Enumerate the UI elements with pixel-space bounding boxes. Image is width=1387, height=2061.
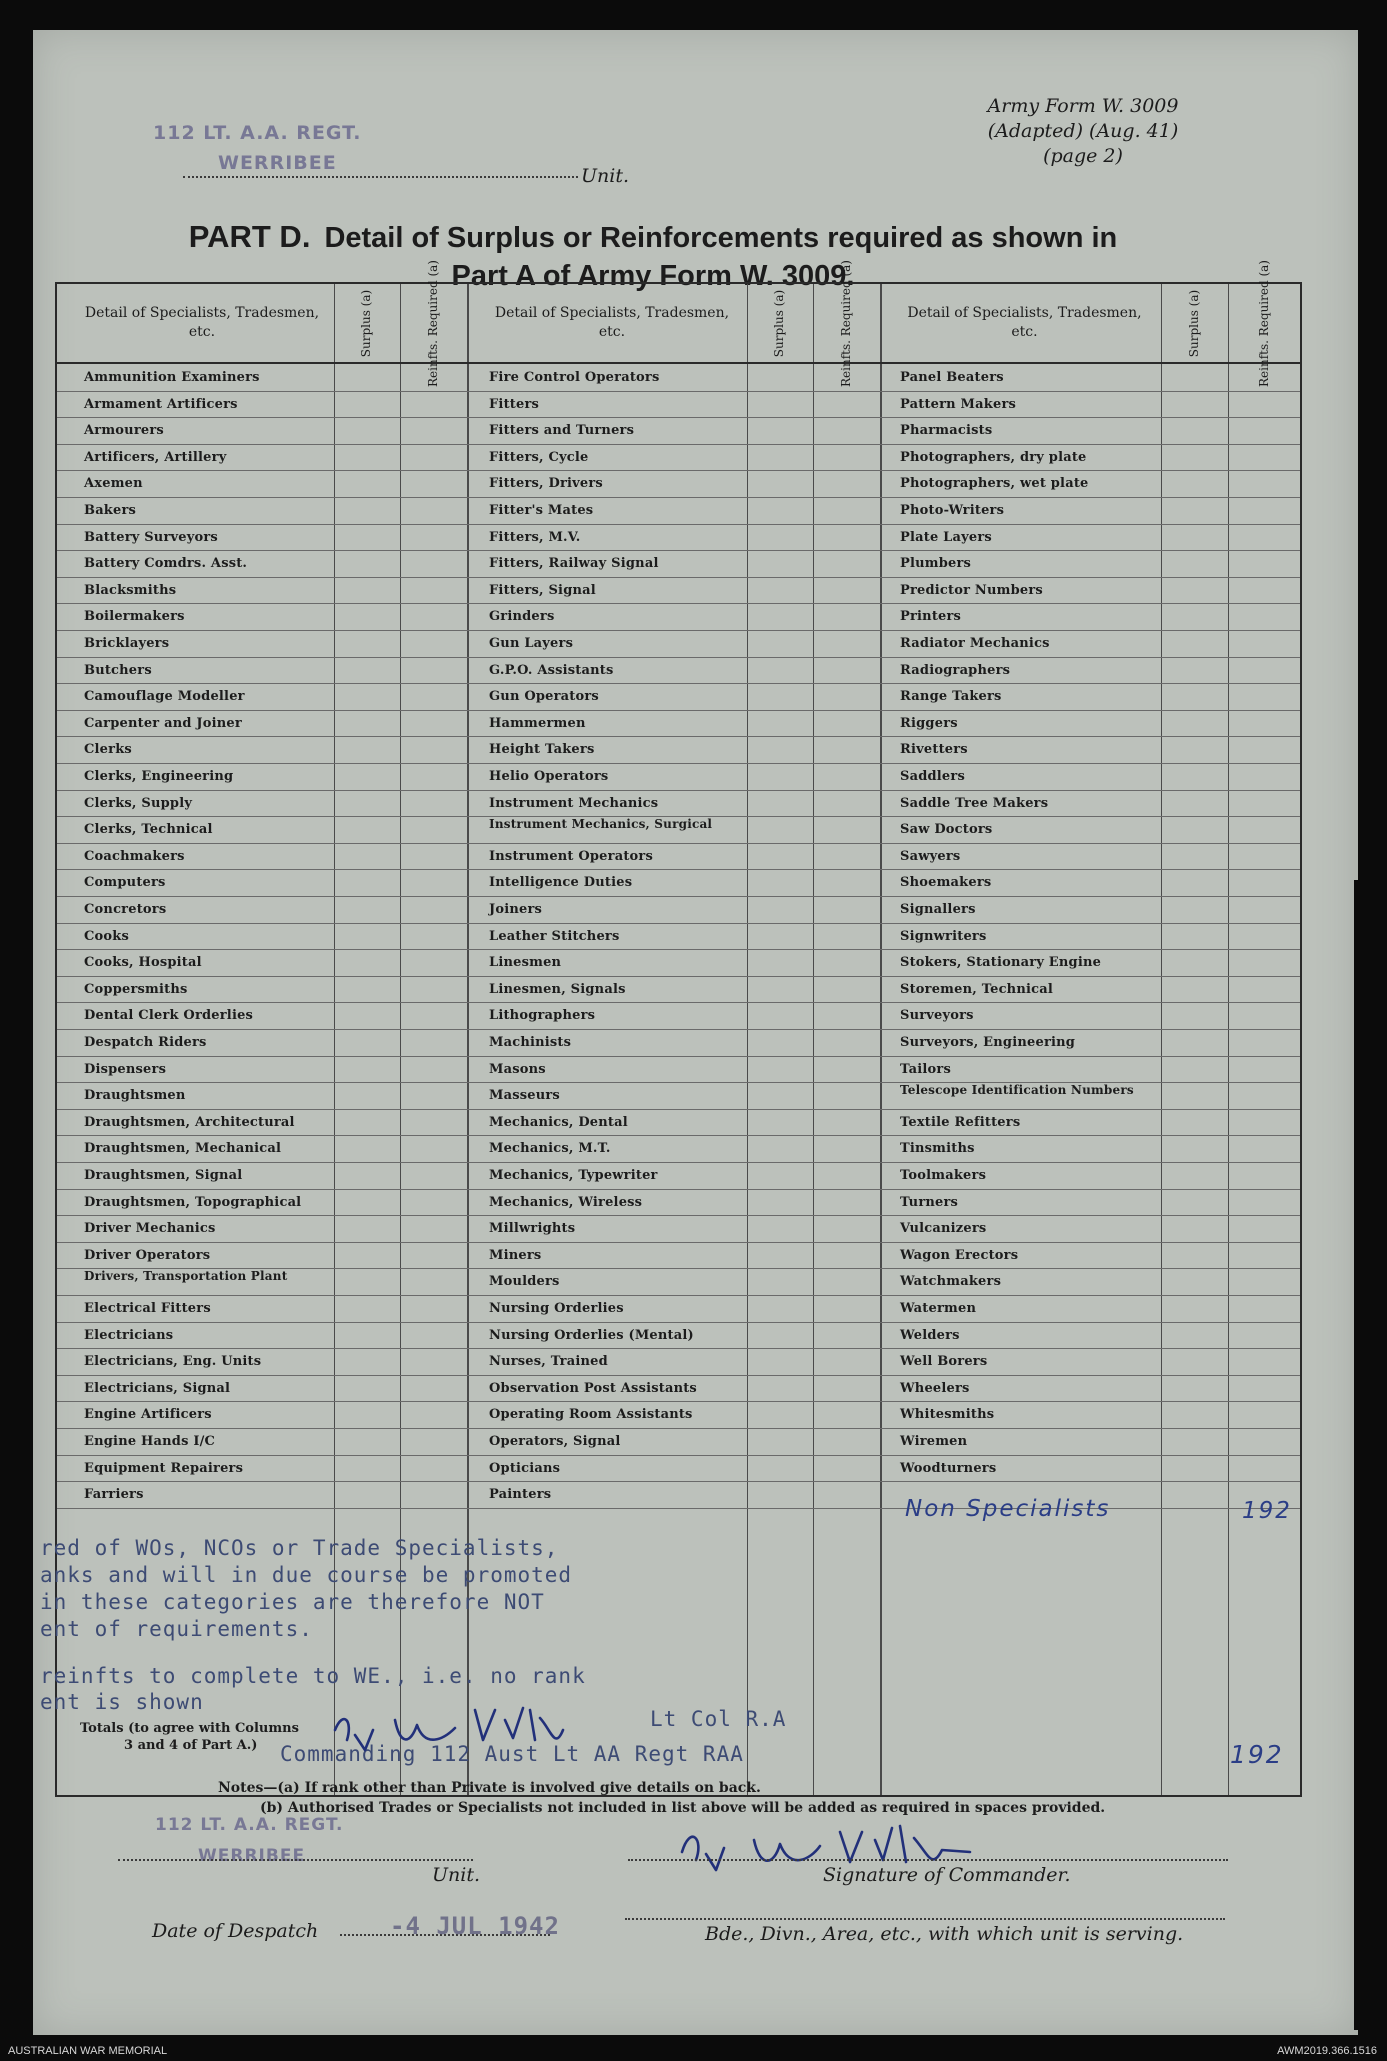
specialist-item: Instrument Mechanics, Surgical	[489, 817, 713, 832]
row-rule	[57, 550, 1300, 551]
specialist-item: Toolmakers	[900, 1168, 987, 1183]
row-rule	[57, 1295, 1300, 1296]
form-id-line3: (page 2)	[1043, 145, 1123, 167]
typed-remark-line: in these categories are therefore NOT	[40, 1590, 545, 1614]
row-rule	[57, 1508, 1300, 1509]
specialist-item: G.P.O. Assistants	[489, 662, 614, 678]
specialist-item: Grinders	[489, 609, 555, 625]
specialist-item: Machinists	[489, 1035, 572, 1050]
row-rule	[57, 603, 1300, 604]
specialist-item: Butchers	[84, 662, 152, 678]
row-rule	[57, 1029, 1300, 1030]
specialist-item: Wheelers	[900, 1380, 970, 1396]
header-detail-2: Detail of Specialists, Tradesmen, etc.	[494, 305, 730, 340]
specialist-item: Radiographers	[900, 662, 1011, 678]
unit-stamp-bottom-line1: 112 LT. A.A. REGT.	[155, 1815, 344, 1835]
specialist-item: Camouflage Modeller	[84, 689, 245, 705]
unit-label: Unit.	[581, 165, 630, 187]
specialist-item: Mechanics, M.T.	[489, 1141, 611, 1157]
row-rule	[57, 1428, 1300, 1429]
specialist-item: Helio Operators	[489, 769, 609, 784]
specialist-item: Clerks, Technical	[84, 822, 213, 838]
bde-label: Bde., Divn., Area, etc., with which unit is serving.	[705, 1923, 1184, 1945]
specialist-item: Electrical Fitters	[84, 1301, 211, 1316]
row-rule	[57, 763, 1300, 764]
specialist-item: Engine Hands I/C	[84, 1434, 216, 1449]
typed-remark-line: ent is shown	[40, 1690, 204, 1714]
torn-edge	[1354, 880, 1362, 2030]
specialist-item: Millwrights	[489, 1221, 576, 1237]
specialist-item: Tailors	[900, 1061, 951, 1077]
specialist-item: Printers	[900, 609, 962, 625]
specialist-item: Drivers, Transportation Plant	[84, 1269, 288, 1284]
specialist-item: Tinsmiths	[900, 1141, 975, 1157]
header-rule	[57, 362, 1300, 364]
row-rule	[57, 1348, 1300, 1349]
specialist-item: Saw Doctors	[900, 822, 993, 838]
row-rule	[57, 1401, 1300, 1402]
despatch-label: Date of Despatch	[152, 1920, 319, 1942]
specialist-item: Well Borers	[900, 1354, 988, 1370]
specialist-item: Operators, Signal	[489, 1434, 621, 1449]
specialist-item: Opticians	[489, 1460, 561, 1476]
specialist-item: Mechanics, Wireless	[489, 1194, 643, 1210]
specialist-item: Draughtsmen, Signal	[84, 1168, 243, 1183]
specialist-item: Bricklayers	[84, 636, 170, 651]
unit-dotted-line-bottom	[118, 1849, 473, 1861]
specialist-item: Gun Operators	[489, 689, 599, 705]
specialist-item: Photographers, wet plate	[900, 476, 1089, 492]
specialist-item: Dental Clerk Orderlies	[84, 1008, 254, 1024]
specialist-item: Panel Beaters	[900, 370, 1004, 385]
specialist-item: Rivetters	[900, 742, 968, 758]
header-detail-1: Detail of Specialists, Tradesmen, etc.	[84, 305, 320, 340]
form-identifier	[968, 94, 1198, 169]
specialist-item: Masseurs	[489, 1088, 560, 1104]
specialist-item: Fire Control Operators	[489, 370, 660, 385]
specialist-item: Plate Layers	[900, 529, 992, 545]
archive-credit: AUSTRALIAN WAR MEMORIAL	[8, 2045, 168, 2057]
specialist-item: Sawyers	[900, 848, 961, 864]
bde-dotted-line	[625, 1908, 1225, 1920]
specialist-item: Miners	[489, 1247, 542, 1263]
specialist-item: Stokers, Stationary Engine	[900, 955, 1102, 971]
specialist-item: Fitter's Mates	[489, 503, 594, 518]
specialist-item: Driver Operators	[84, 1247, 211, 1263]
specialist-item: Draughtsmen, Topographical	[84, 1194, 302, 1210]
handwritten-entry-value: 192	[1242, 1498, 1292, 1524]
specialist-item: Concretors	[84, 902, 167, 917]
specialist-item: Fitters, Cycle	[489, 449, 589, 465]
specialist-item: Blacksmiths	[84, 582, 177, 598]
typed-remark-line: anks and will in due course be promoted	[40, 1563, 573, 1587]
specialist-item: Lithographers	[489, 1008, 596, 1024]
specialist-item: Woodturners	[900, 1460, 997, 1476]
specialist-item: Nursing Orderlies (Mental)	[489, 1327, 694, 1343]
specialist-item: Boilermakers	[84, 609, 185, 625]
specialist-item: Welders	[900, 1327, 960, 1343]
specialist-item: Riggers	[900, 715, 958, 731]
specialist-item: Fitters and Turners	[489, 423, 635, 439]
specialist-item: Mechanics, Dental	[489, 1114, 628, 1130]
specialist-item: Intelligence Duties	[489, 875, 633, 891]
row-rule	[57, 444, 1300, 445]
row-rule	[57, 497, 1300, 498]
specialist-item: Wiremen	[900, 1434, 968, 1449]
row-rule	[57, 1322, 1300, 1323]
specialist-item: Equipment Repairers	[84, 1460, 244, 1476]
specialist-item: Fitters, Signal	[489, 582, 596, 598]
specialist-item: Clerks, Engineering	[84, 769, 234, 784]
row-rule	[57, 630, 1300, 631]
specialist-item: Fitters, Drivers	[489, 476, 603, 492]
specialist-item: Nursing Orderlies	[489, 1301, 624, 1316]
specialist-item: Draughtsmen, Architectural	[84, 1114, 295, 1130]
specialist-item: Draughtsmen, Mechanical	[84, 1141, 282, 1157]
specialist-item: Driver Mechanics	[84, 1221, 216, 1237]
specialist-item: Predictor Numbers	[900, 582, 1043, 598]
specialist-item: Coachmakers	[84, 848, 185, 864]
handwritten-entry-label: Non Specialists	[905, 1496, 1111, 1522]
specialist-item: Bakers	[84, 503, 137, 518]
specialist-item: Signwriters	[900, 928, 987, 944]
title-line1: Detail of Surplus or Reinforcements required as shown in	[324, 222, 1118, 254]
specialist-item: Coppersmiths	[84, 981, 188, 997]
specialist-item: Turners	[900, 1194, 959, 1210]
row-rule	[57, 1189, 1300, 1190]
specialist-item: Operating Room Assistants	[489, 1407, 693, 1423]
specialist-item: Plumbers	[900, 556, 972, 572]
specialist-item: Draughtsmen	[84, 1088, 186, 1104]
despatch-date-stamp: -4 JUL 1942	[390, 1912, 560, 1940]
row-rule	[57, 657, 1300, 658]
form-id-line1: Army Form W. 3009	[987, 95, 1179, 117]
column-rule	[813, 284, 814, 1795]
row-rule	[57, 843, 1300, 844]
specialist-item: Farriers	[84, 1487, 144, 1503]
specialist-item: Radiator Mechanics	[900, 636, 1050, 651]
specialist-item: Vulcanizers	[900, 1221, 987, 1237]
specialist-item: Electricians	[84, 1327, 174, 1343]
row-rule	[57, 1242, 1300, 1243]
specialist-item: Whitesmiths	[900, 1407, 995, 1423]
row-rule	[57, 577, 1300, 578]
specialist-item: Linesmen	[489, 955, 562, 971]
title-part: PART D.	[188, 219, 311, 254]
header-reinfts-2: Reinfts. Required (a)	[839, 259, 853, 387]
row-rule	[57, 896, 1300, 897]
typed-signature-command: Commanding 112 Aust Lt AA Regt RAA	[280, 1742, 744, 1766]
signature-dotted-line	[628, 1849, 1228, 1861]
specialist-item: Despatch Riders	[84, 1035, 207, 1050]
specialist-item: Instrument Mechanics	[489, 795, 659, 811]
specialist-item: Saddlers	[900, 769, 965, 784]
specialist-item: Nurses, Trained	[489, 1354, 608, 1370]
signature-label: Signature of Commander.	[823, 1864, 1071, 1886]
specialist-item: Instrument Operators	[489, 848, 653, 864]
row-rule	[57, 1002, 1300, 1003]
specialist-item: Surveyors, Engineering	[900, 1035, 1076, 1050]
specialist-item: Photo-Writers	[900, 503, 1005, 518]
specialist-item: Linesmen, Signals	[489, 981, 626, 997]
row-rule	[57, 976, 1300, 977]
header-surplus-3: Surplus (a)	[1187, 289, 1201, 357]
column-rule	[747, 284, 748, 1795]
unit-dotted-line	[183, 162, 578, 178]
specialist-item: Shoemakers	[900, 875, 992, 891]
specialist-item: Clerks, Supply	[84, 795, 193, 811]
column-rule	[1161, 284, 1162, 1795]
row-rule	[57, 790, 1300, 791]
specialist-item: Height Takers	[489, 742, 595, 758]
typed-signature-rank: Lt Col R.A	[650, 1707, 787, 1731]
specialist-item: Fitters	[489, 396, 540, 412]
specialist-item: Watchmakers	[900, 1274, 1002, 1290]
row-rule	[57, 470, 1300, 471]
unit-label-bottom: Unit.	[432, 1864, 481, 1886]
specialist-item: Electricians, Signal	[84, 1380, 231, 1396]
form-id-line2: (Adapted) (Aug. 41)	[987, 120, 1179, 142]
specialist-item: Electricians, Eng. Units	[84, 1354, 262, 1370]
specialist-item: Artificers, Artillery	[84, 449, 227, 465]
totals-label	[80, 1720, 299, 1754]
title-line2: Part A of Army Form W. 3009.	[451, 260, 855, 292]
specialist-item: Gun Layers	[489, 636, 574, 651]
row-rule	[57, 683, 1300, 684]
row-rule	[57, 869, 1300, 870]
specialist-item: Battery Comdrs. Asst.	[84, 556, 248, 572]
specialist-item: Range Takers	[900, 689, 1002, 705]
row-rule	[57, 1455, 1300, 1456]
row-rule	[57, 949, 1300, 950]
totals-label-line2: 3 and 4 of Part A.)	[124, 1738, 258, 1753]
header-reinfts-3: Reinfts. Required (a)	[1256, 259, 1271, 387]
header-detail-3: Detail of Specialists, Tradesmen, etc.	[907, 305, 1142, 340]
note-b: (b) Authorised Trades or Specialists not included in list above will be added as required in spaces provided.	[260, 1800, 1106, 1816]
row-rule	[57, 1109, 1300, 1110]
row-rule	[57, 736, 1300, 737]
specialist-item: Moulders	[489, 1274, 560, 1290]
specialist-item: Painters	[489, 1487, 552, 1503]
specialist-item: Pattern Makers	[900, 396, 1017, 412]
header-surplus-2: Surplus (a)	[772, 289, 787, 357]
specialist-item: Hammermen	[489, 715, 586, 731]
specialist-item: Computers	[84, 875, 166, 891]
totals-label-line1: Totals (to agree with Columns	[80, 1721, 299, 1736]
header-surplus-1: Surplus (a)	[359, 289, 374, 357]
specialist-item: Axemen	[84, 476, 143, 492]
specialist-item: Photographers, dry plate	[900, 449, 1087, 465]
specialist-item: Cooks	[84, 928, 130, 944]
specialist-item: Joiners	[489, 902, 543, 917]
specialist-item: Engine Artificers	[84, 1407, 212, 1423]
specialist-item: Surveyors	[900, 1008, 974, 1024]
row-rule	[57, 1375, 1300, 1376]
column-rule	[1228, 284, 1229, 1795]
row-rule	[57, 417, 1300, 418]
row-rule	[57, 391, 1300, 392]
typed-remark-line: red of WOs, NCOs or Trade Specialists,	[40, 1536, 559, 1560]
specialist-item: Textile Refitters	[900, 1114, 1021, 1130]
commander-signature-upper	[325, 1690, 725, 1770]
specialist-item: Signallers	[900, 902, 976, 917]
specialist-item: Storemen, Technical	[900, 981, 1054, 997]
specialist-item: Cooks, Hospital	[84, 955, 202, 971]
specialist-item: Battery Surveyors	[84, 529, 218, 545]
header-reinfts-1: Reinfts. Required (a)	[426, 259, 440, 387]
row-rule	[57, 710, 1300, 711]
specialist-item: Dispensers	[84, 1061, 167, 1077]
specialist-item: Masons	[489, 1061, 546, 1077]
row-rule	[57, 1135, 1300, 1136]
specialist-item: Clerks	[84, 742, 132, 758]
specialist-item: Observation Post Assistants	[489, 1380, 697, 1396]
specialist-item: Armourers	[84, 423, 164, 439]
row-rule	[57, 1481, 1300, 1482]
specialist-item: Ammunition Examiners	[84, 370, 260, 385]
specialist-item: Leather Stitchers	[489, 928, 620, 944]
specialist-item: Mechanics, Typewriter	[489, 1168, 658, 1183]
archive-reference: AWM2019.366.1516	[1277, 2045, 1377, 2057]
specialist-item: Watermen	[900, 1301, 977, 1316]
specialist-item: Wagon Erectors	[900, 1247, 1019, 1263]
row-rule	[57, 524, 1300, 525]
specialist-item: Telescope Identification Numbers	[900, 1083, 1134, 1098]
typed-remark-line: ent of requirements.	[40, 1617, 313, 1641]
specialist-item: Fitters, M.V.	[489, 529, 581, 545]
row-rule	[57, 923, 1300, 924]
specialist-item: Carpenter and Joiner	[84, 715, 242, 731]
specialist-item: Pharmacists	[900, 423, 993, 439]
row-rule	[57, 1162, 1300, 1163]
column-rule	[880, 284, 882, 1795]
row-rule	[57, 1215, 1300, 1216]
unit-stamp-bottom-line2: WERRIBEE	[198, 1846, 306, 1866]
note-a: Notes—(a) If rank other than Private is involved give details on back.	[218, 1780, 761, 1796]
unit-stamp-top-line2: WERRIBEE	[218, 152, 337, 174]
specialist-item: Fitters, Railway Signal	[489, 556, 659, 572]
unit-stamp-top-line1: 112 LT. A.A. REGT.	[153, 122, 362, 144]
totals-value: 192	[1230, 1740, 1284, 1769]
row-rule	[57, 1056, 1300, 1057]
specialist-item: Saddle Tree Makers	[900, 795, 1049, 811]
specialist-item: Armament Artificers	[84, 396, 238, 412]
typed-remark-line: reinfts to complete to WE., i.e. no rank	[40, 1664, 586, 1688]
